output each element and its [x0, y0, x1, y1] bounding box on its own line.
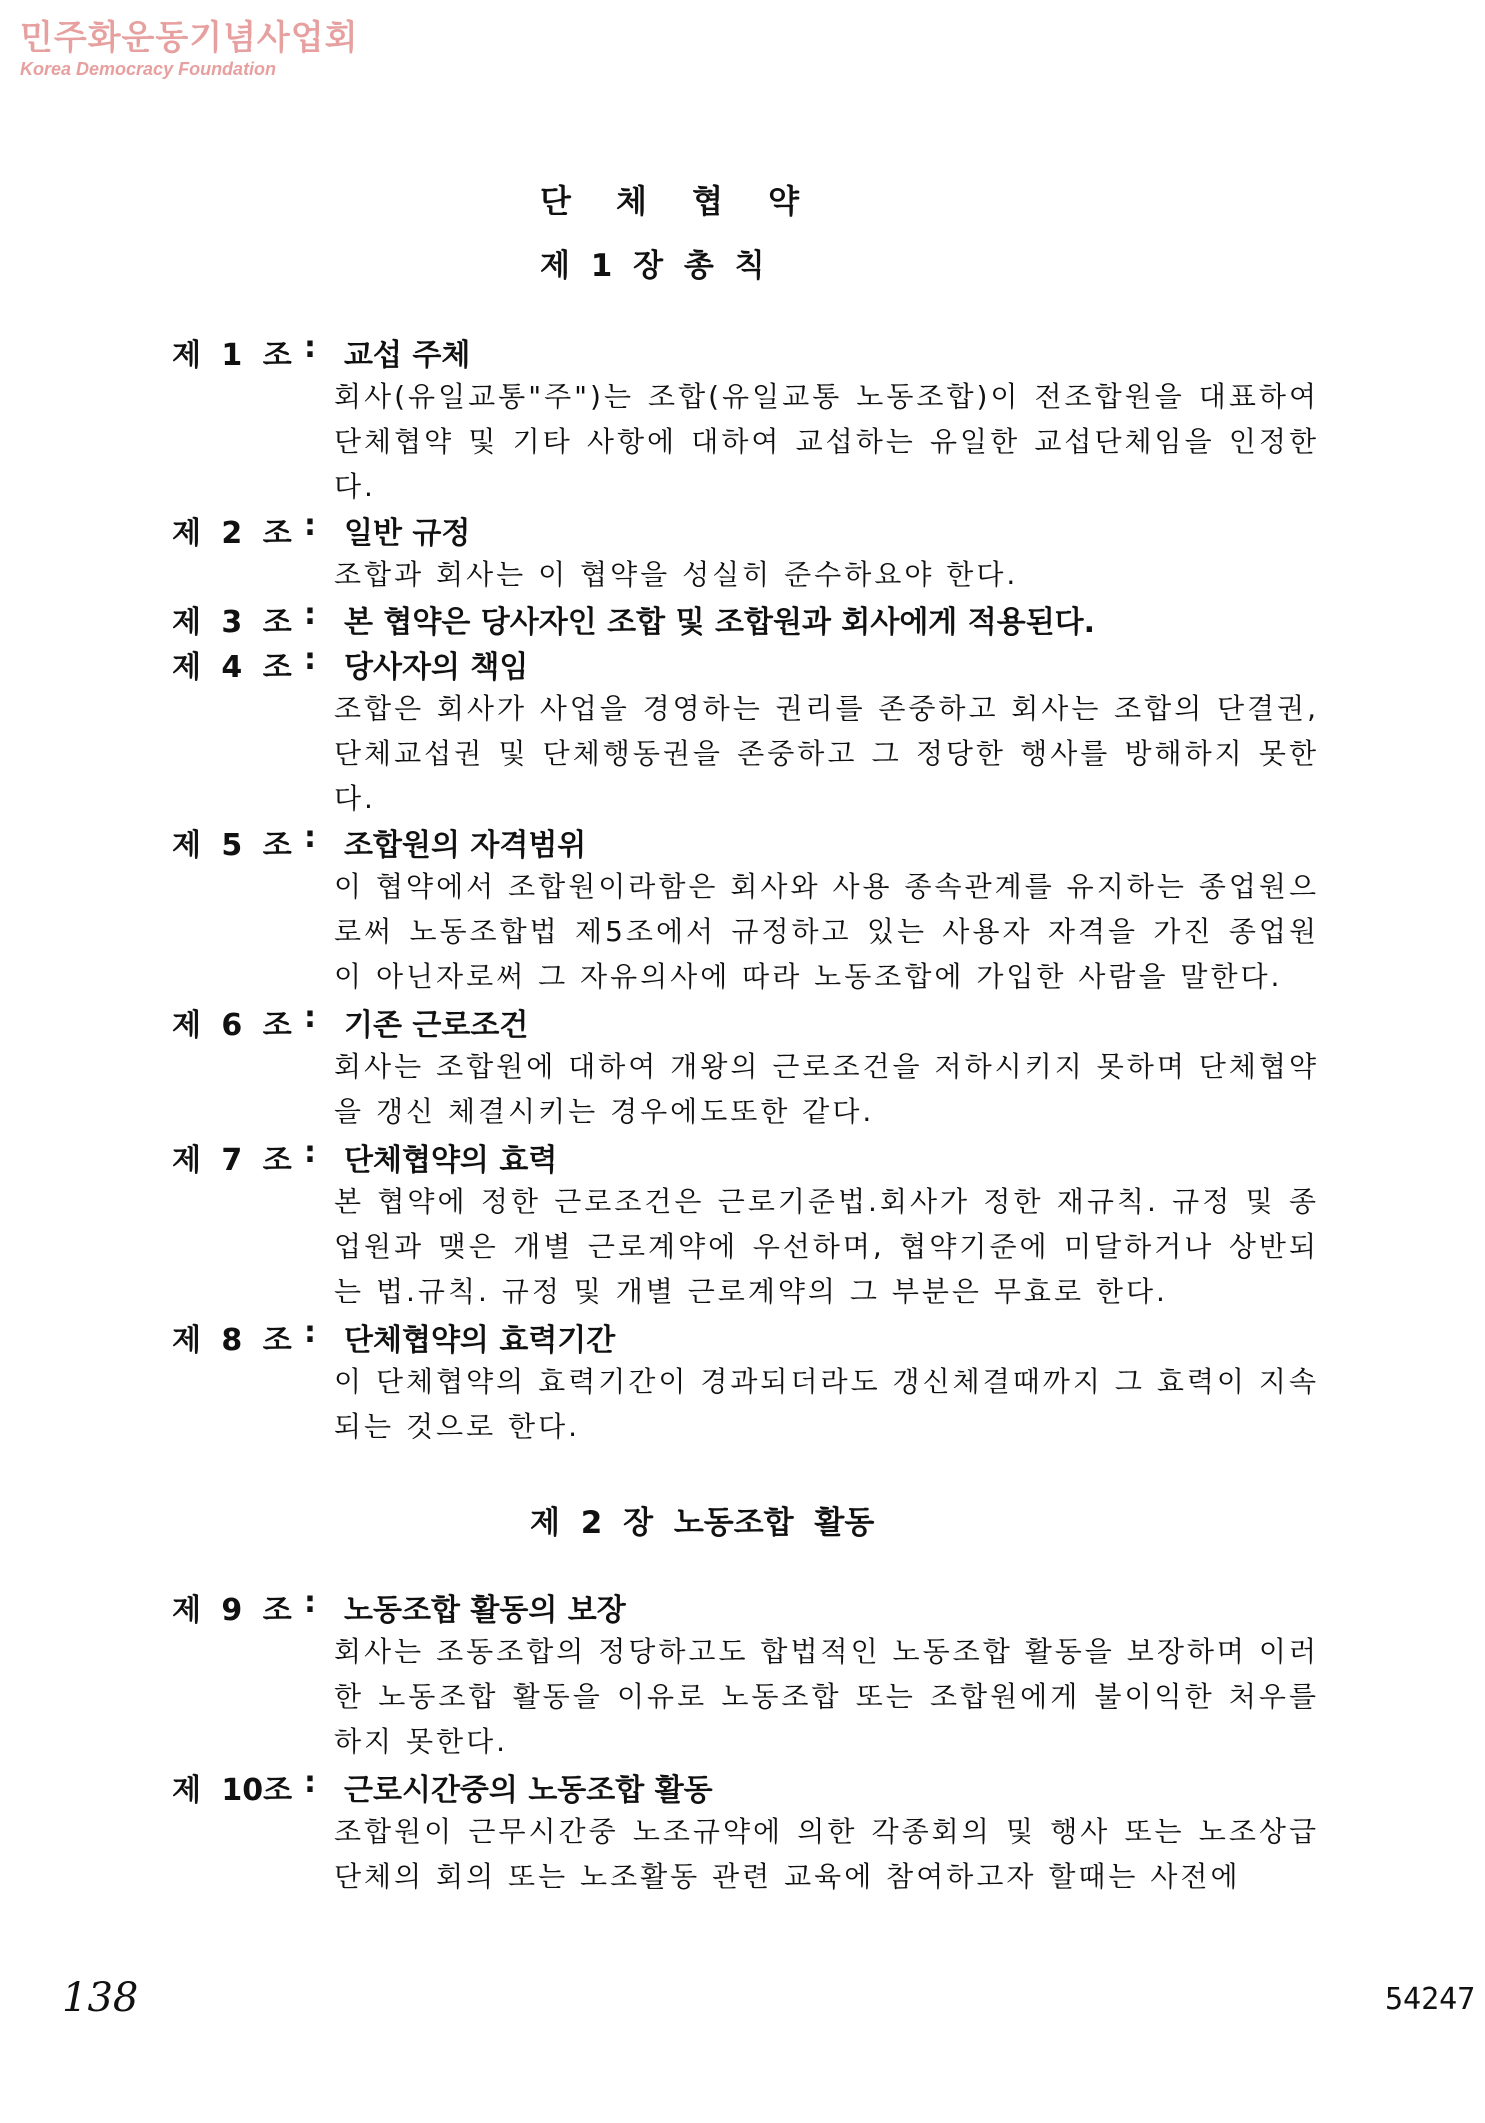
- article-number: 제 10조: [172, 1773, 293, 1808]
- article-number: 제 6 조: [172, 1008, 292, 1043]
- article-1: [172, 330, 1332, 509]
- article-body: 회사는 조합원에 대하여 개왕의 근로조건을 저하시키지 못하며 단체협약을 갱신 체결시키는 경우에도또한 같다.: [334, 1050, 1319, 1128]
- article-colon: :: [304, 1000, 316, 1035]
- article-colon: :: [304, 1765, 316, 1800]
- article-8: [172, 1315, 1332, 1449]
- article-10: [172, 1765, 1332, 1899]
- article-title: 노동조합 활동의 보장: [344, 1593, 626, 1628]
- article-body: 조합과 회사는 이 협약을 성실히 준수하요야 한다.: [334, 558, 1019, 591]
- article-7: [172, 1135, 1332, 1314]
- article-9: [172, 1585, 1332, 1764]
- handwritten-page-number: 138: [62, 1975, 139, 2021]
- article-6: [172, 1000, 1332, 1134]
- article-title: 당사자의 책임: [344, 650, 529, 685]
- article-title: 본 협약은 당사자인 조합 및 조합원과 회사에게 적용된다.: [344, 605, 1096, 640]
- article-body: 이 협약에서 조합원이라함은 회사와 사용 종속관계를 유지하는 종업원으로써 노동조합법 제5조에서 규정하고 있는 사용자 자격을 가진 종업원이 아닌자로써 그 자유의사에 따라 노동조합에 가입한 사람을 말한다.: [334, 870, 1319, 993]
- document-title: 단 체 협 약: [540, 182, 800, 220]
- article-colon: :: [304, 1135, 316, 1170]
- watermark-english: Korea Democracy Foundation: [20, 59, 277, 79]
- article-colon: :: [304, 330, 316, 365]
- article-body: 회사(유일교통"주")는 조합(유일교통 노동조합)이 전조합원을 대표하여 단체협약 및 기타 사항에 대하여 교섭하는 유일한 교섭단체임을 인정한다.: [334, 380, 1319, 503]
- article-colon: :: [304, 642, 316, 677]
- article-title: 근로시간중의 노동조합 활동: [344, 1773, 713, 1808]
- article-body: 이 단체협약의 효력기간이 경과되더라도 갱신체결때까지 그 효력이 지속되는 것으로 한다.: [334, 1365, 1319, 1443]
- article-body: 회사는 조동조합의 정당하고도 합법적인 노동조합 활동을 보장하며 이러한 노동조합 활동을 이유로 노동조합 또는 조합원에게 불이익한 처우를 하지 못한다.: [334, 1635, 1319, 1758]
- article-colon: :: [304, 508, 316, 543]
- article-4: [172, 642, 1332, 821]
- article-title: 단체협약의 효력기간: [344, 1323, 616, 1358]
- article-2: [172, 508, 1332, 597]
- watermark-korean: 민주화운동기념사업회: [20, 18, 359, 58]
- article-colon: :: [304, 597, 316, 632]
- article-title: 기존 근로조건: [344, 1008, 529, 1043]
- article-title: 조합원의 자격범위: [344, 828, 587, 863]
- article-number: 제 5 조: [172, 828, 292, 863]
- article-title: 단체협약의 효력: [344, 1143, 558, 1178]
- article-body: 본 협약에 정한 근로조건은 근로기준법.회사가 정한 재규칙. 규정 및 종업원과 맺은 개별 근로계약에 우선하며, 협약기준에 미달하거나 상반되는 법.규칙. 규정 및 개별 근로계약의 그 부분은 무효로 한다.: [334, 1185, 1319, 1308]
- article-body: 조합원이 근무시간중 노조규약에 의한 각종회의 및 행사 또는 노조상급단체의 회의 또는 노조활동 관련 교육에 참여하고자 할때는 사전에: [334, 1815, 1319, 1893]
- article-colon: :: [304, 1315, 316, 1350]
- article-colon: :: [304, 1585, 316, 1620]
- article-number: 제 7 조: [172, 1143, 292, 1178]
- chapter-2-title: 제 2 장 노동조합 활동: [530, 1505, 875, 1541]
- article-number: 제 8 조: [172, 1323, 292, 1358]
- article-5: [172, 820, 1332, 999]
- article-number: 제 9 조: [172, 1593, 292, 1628]
- article-title: 교섭 주체: [344, 338, 471, 373]
- article-number: 제 3 조: [172, 605, 292, 640]
- watermark-logo: [20, 18, 358, 80]
- article-title: 일반 규정: [344, 516, 471, 551]
- article-colon: :: [304, 820, 316, 855]
- article-3: [172, 597, 1332, 641]
- article-number: 제 1 조: [172, 338, 292, 373]
- article-number: 제 2 조: [172, 516, 292, 551]
- document-code: 54247: [1385, 1982, 1476, 2017]
- chapter-1-title: 제 1 장 총 칙: [540, 248, 765, 284]
- article-body: 조합은 회사가 사업을 경영하는 권리를 존중하고 회사는 조합의 단결권,단체교섭권 및 단체행동권을 존중하고 그 정당한 행사를 방해하지 못한다.: [334, 692, 1319, 815]
- article-number: 제 4 조: [172, 650, 292, 685]
